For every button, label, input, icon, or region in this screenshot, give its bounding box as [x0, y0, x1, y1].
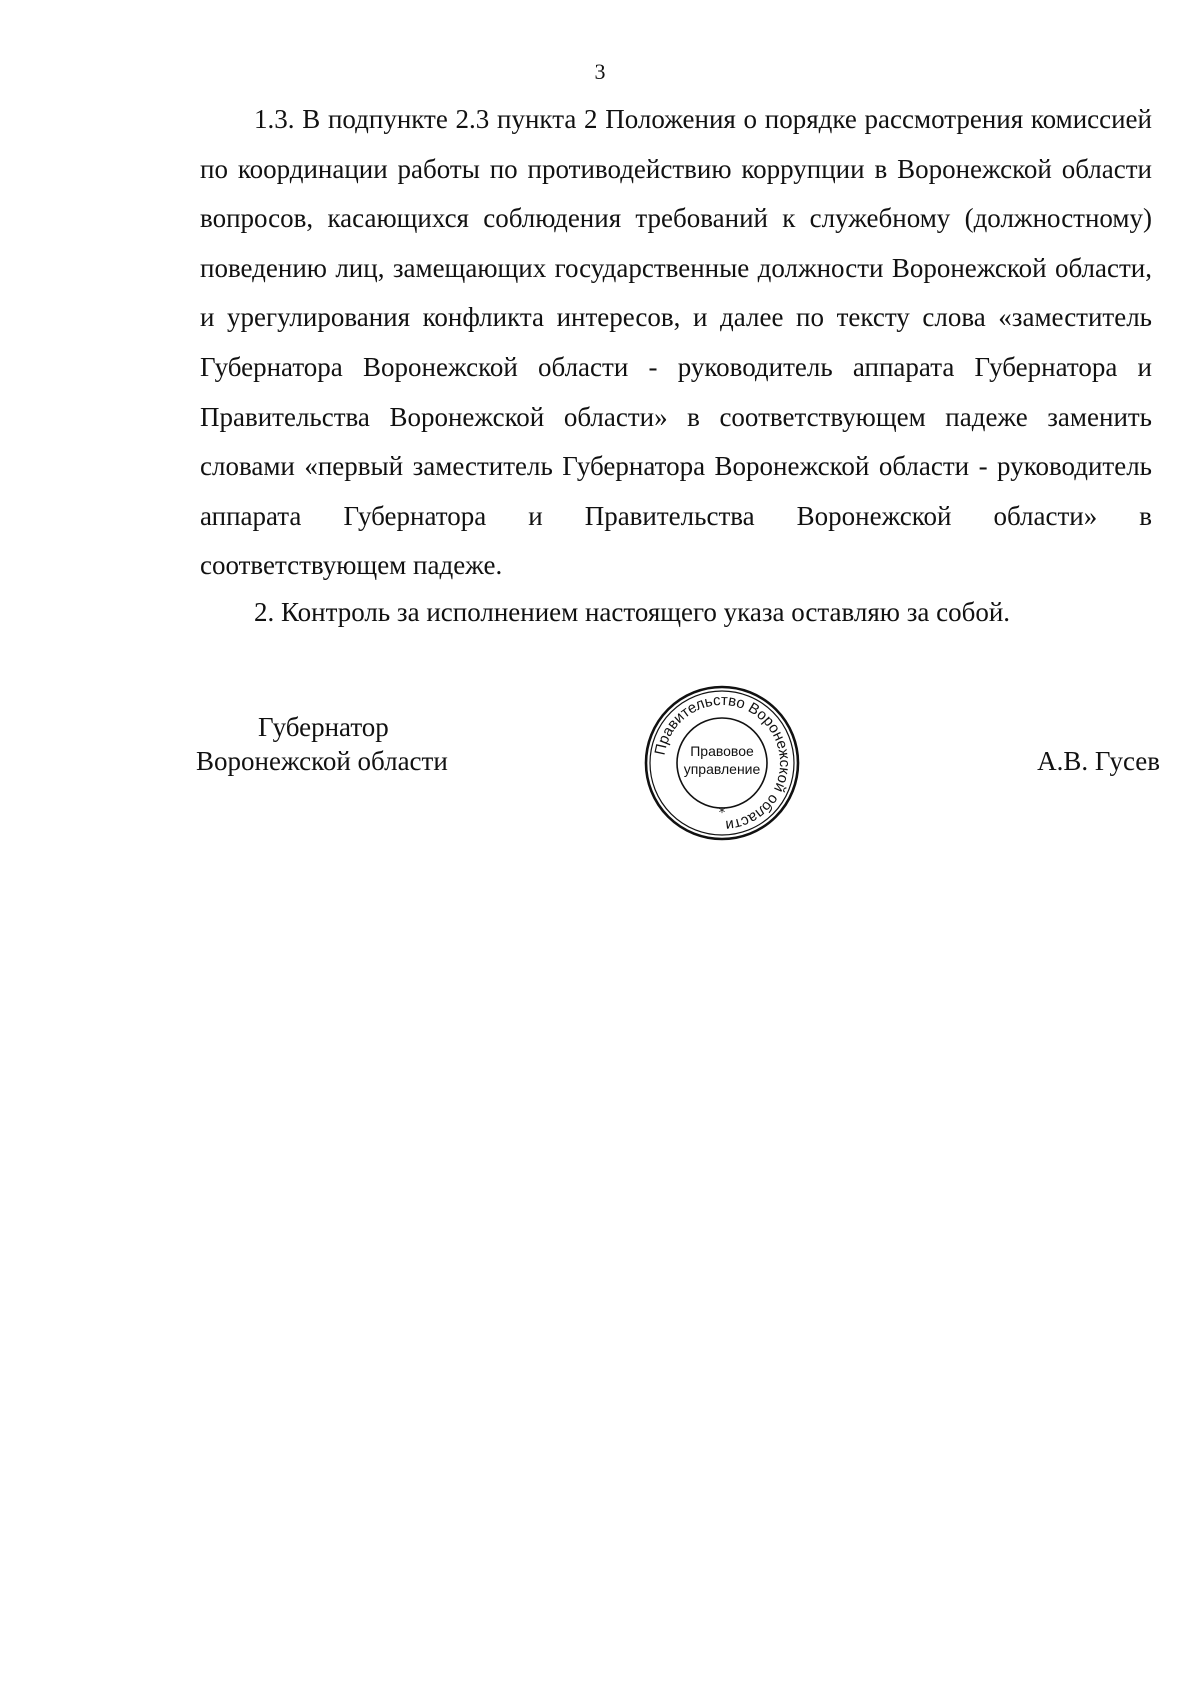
stamp-center [642, 683, 802, 843]
page-number: 3 [594, 59, 606, 84]
stamp-star-icon: * [718, 806, 726, 821]
stamp-ring-text: Правительство Воронежской области [651, 691, 794, 834]
signatory-name: А.В. Гусев [1037, 746, 1160, 776]
signatory-title-line-1: Губернатор [258, 712, 389, 742]
stamp-center-line-2: управление [683, 761, 761, 777]
official-stamp [642, 683, 802, 843]
stamp-center-line-1: Правовое [690, 743, 754, 759]
paragraph-1-3: 1.3. В подпункте 2.3 пункта 2 Положения о порядке рассмотрения комиссией по координации работы по противодействию коррупции в Воронежской области вопросов, касающихся соблюдения требований к служебному (должностному) поведению лиц, замещающих государственные должности Воронежской области, и урегулирования конфликта интересов, и далее по тексту слова «заместитель Губернатора Воронежской области - руководитель аппарата Губернатора и Правительства Воронежской области» в соответствующем падеже заменить словами «первый заместитель Губернатора Воронежской области - руководитель аппарата Губернатора и Правительства Воронежской области» в соответствующем падеже. [200, 104, 1152, 581]
signatory-title-line-2: Воронежской области [196, 746, 448, 776]
signatory-title [196, 710, 496, 778]
paragraph-2: 2. Контроль за исполнением настоящего указа оставляю за собой. [254, 597, 1011, 627]
